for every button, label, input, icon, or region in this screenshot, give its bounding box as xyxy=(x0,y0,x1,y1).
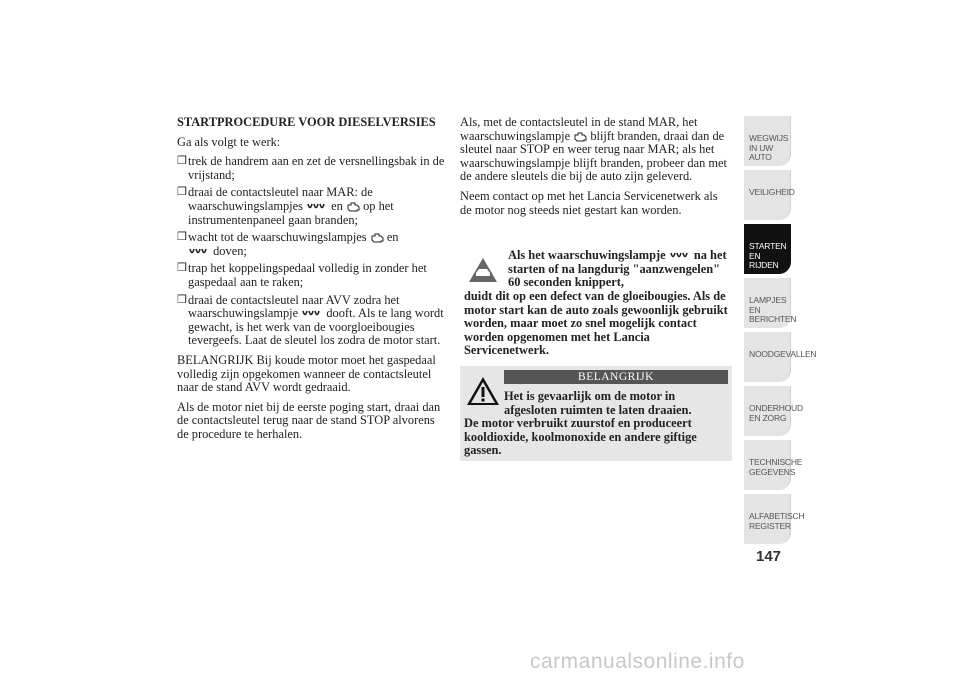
engine-fault-icon xyxy=(370,232,384,244)
paragraph-2: Neem contact op met het Lancia Servicenetwerk als de motor nog steeds niet gestart kan worden. xyxy=(460,188,718,217)
tab-label: VEILIGHEID xyxy=(749,187,795,197)
step-text: wacht tot de waarschuwingslampjes xyxy=(188,230,367,245)
paragraph-1 xyxy=(460,116,732,184)
warning-box xyxy=(460,243,732,366)
glow-plug-icon xyxy=(301,309,323,319)
step-4 xyxy=(177,262,447,289)
tab-label: TECHNISCHE GEGEVENS xyxy=(749,457,803,477)
step-list xyxy=(177,155,447,348)
important-line-1: Het is gevaarlijk om de motor in afgesloten ruimten te laten draaien. xyxy=(504,389,692,417)
important-title: BELANGRIJK xyxy=(504,370,728,384)
step-text: trek de handrem aan en zet de versnellingsbak in de vrijstand; xyxy=(188,154,445,182)
tab-technische[interactable] xyxy=(744,440,803,490)
bullet: ❒ xyxy=(177,186,187,199)
page-number: 147 xyxy=(756,548,782,565)
step-text: draai de contactsleutel naar MAR: de waarschuwingslampjes xyxy=(188,185,373,213)
glow-plug-icon xyxy=(669,251,691,261)
bullet: ❒ xyxy=(177,155,187,168)
important-note: BELANGRIJK Bij koude motor moet het gaspedaal volledig zijn opgekomen wanneer de contactsleutel naar de stand AVV wordt gedraaid. xyxy=(177,352,436,395)
watermark: carmanualsonline.info xyxy=(530,650,745,673)
warn-text: Als het waarschuwingslampje xyxy=(508,248,666,263)
step-text: en xyxy=(386,230,399,245)
step-text: draai de contactsleutel naar AVV zodra het waarschuwingslampje xyxy=(188,292,400,321)
tab-lampjes[interactable] xyxy=(744,278,797,328)
tab-veiligheid[interactable] xyxy=(744,170,795,220)
intro-text: Ga als volgt te werk: xyxy=(177,134,281,149)
step-text: op het instrumentenpaneel gaan branden; xyxy=(188,198,394,227)
step-text: doven; xyxy=(213,243,247,258)
warning-text xyxy=(464,249,728,358)
warn-text-full: duidt dit op een defect van de gloeibougies. Als de motor start kan de auto zoals gewoonlijk gebruikt worden, maar moet zo snel mogelijk contact worden opgenomen met het Lancia Servicenetwerk. xyxy=(464,288,728,358)
section-heading: STARTPROCEDURE VOOR DIESELVERSIES xyxy=(177,115,436,129)
tab-label: NOODGEVALLEN xyxy=(749,349,817,359)
bullet: ❒ xyxy=(177,293,187,306)
retry-text: Als de motor niet bij de eerste poging start, draai dan de contactsleutel terug naar de stand STOP alvorens de procedure te herhalen. xyxy=(177,399,441,441)
tab-starten[interactable] xyxy=(744,224,791,274)
glow-plug-icon xyxy=(306,202,328,212)
step-3 xyxy=(177,231,447,258)
important-box xyxy=(460,366,732,461)
step-text: dooft. Als te lang wordt gewacht, is het werk van de voorgloeibougies tevergeefs. Laat de sleutel los zodra de motor start. xyxy=(188,306,444,348)
tab-label: STARTEN EN RIJDEN xyxy=(749,241,787,270)
glow-plug-icon xyxy=(188,247,210,257)
important-line-2: De motor verbruikt zuurstof en produceert kooldioxide, koolmonoxide en andere giftige gassen. xyxy=(464,416,697,458)
important-body xyxy=(464,390,730,458)
bullet: ❒ xyxy=(177,231,187,244)
tab-wegwijs[interactable] xyxy=(744,116,791,166)
step-5 xyxy=(177,294,447,348)
tab-noodgevallen[interactable] xyxy=(744,332,817,382)
step-2 xyxy=(177,186,447,227)
tab-label: WEGWIJS IN UW AUTO xyxy=(749,133,789,162)
para-text: blijft branden, draai dan de sleutel naar STOP en weer terug naar MAR; als het waarschuwingslampje blijft branden, probeer dan met de andere sleutels die bij de auto zijn geleverd. xyxy=(460,128,727,184)
tab-register[interactable] xyxy=(744,494,805,544)
car-warning-icon xyxy=(468,257,498,283)
warn-text: na het starten of na langdurig "aanzwengelen" 60 seconden knippert, xyxy=(508,248,727,290)
tab-label: LAMPJES EN BERICHTEN xyxy=(749,295,797,324)
tab-onderhoud[interactable] xyxy=(744,386,803,436)
engine-fault-icon xyxy=(573,131,587,143)
bullet: ❒ xyxy=(177,262,187,275)
para-text: Als, met de contactsleutel in de stand MAR, het waarschuwingslampje xyxy=(460,115,698,143)
step-text: trap het koppelingspedaal volledig in zonder het gaspedaal aan te raken; xyxy=(188,261,427,289)
engine-fault-icon xyxy=(346,201,360,213)
left-column xyxy=(177,116,447,447)
right-column xyxy=(460,116,732,366)
tab-label: ALFABETISCH REGISTER xyxy=(749,511,805,531)
step-1 xyxy=(177,155,447,182)
step-text: en xyxy=(331,198,343,213)
tab-label: ONDERHOUD EN ZORG xyxy=(749,403,803,423)
